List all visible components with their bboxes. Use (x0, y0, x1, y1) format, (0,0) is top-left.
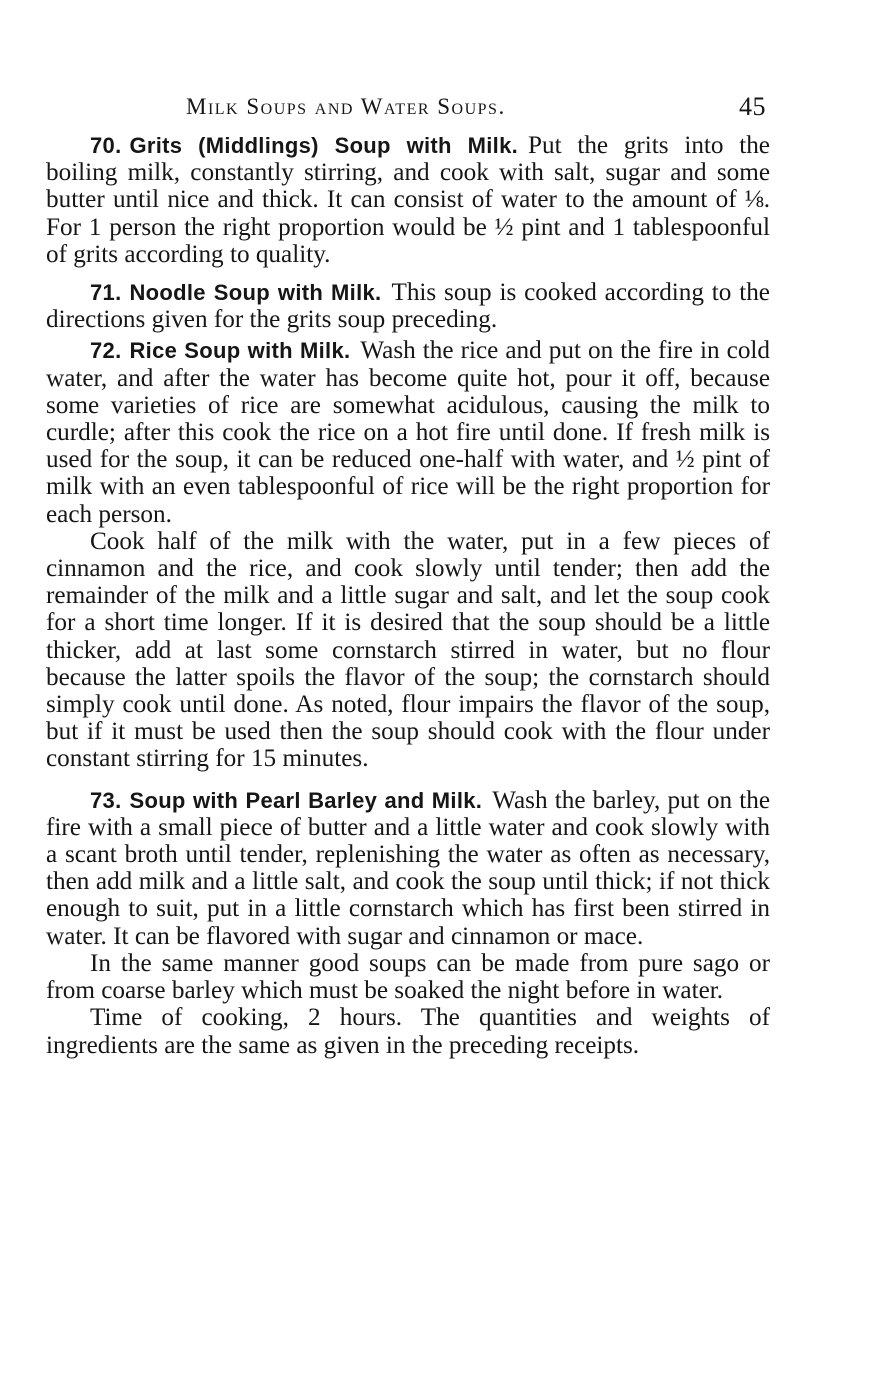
recipe-number: 72. (90, 338, 122, 364)
recipe-heading: Grits (Middlings) Soup with Milk. (129, 133, 519, 158)
recipe-text: Wash the rice and put on the fire in cold water, and after the water has become quite hot, pour it off, because some varieties of rice are somewhat acidulous, causing the milk to curdle; after this cook the rice on a hot fire until done. If fresh milk is used for the soup, it can be reduced one-half with water, and ½ pint of milk with an even tablespoonful of rice will be the right proportion for each person. (46, 337, 771, 528)
page-title: Milk Soups and Water Soups. (186, 94, 506, 119)
recipe-text: Put the grits into the boiling milk, constantly stirring, and cook with salt, sugar and some butter until nice and thick. It can consist of water to the amount of ⅛. For 1 person the right proportion would be ½ pint and 1 tablespoonful of grits according to quality. (46, 132, 770, 268)
recipe-70 (46, 132, 770, 268)
recipe-72 (46, 337, 770, 527)
running-head (46, 92, 770, 128)
recipe-paragraph: Cook half of the milk with the water, put in a few pieces of cinnamon and the rice, and cook slowly until tender; then add the remainder of the milk and a little sugar and salt, and let the soup cook for a short time longer. If it is desired that the soup should be a little thicker, add at last some cornstarch stirred in water, but no flour because the latter spoils the flavor of the soup; the cornstarch should simply cook until done. As noted, flour impairs the flavor of the soup, but if it must be used then the soup should cook with the flour under constant stirring for 15 minutes. (46, 527, 770, 773)
recipe-number: 73. (90, 787, 122, 813)
recipe-paragraph: In the same manner good soups can be made from pure sago or from coarse barley which must be soaked the night before in water. (46, 949, 770, 1005)
recipe-71 (46, 279, 770, 333)
book-page (46, 92, 770, 1059)
recipe-paragraph: Time of cooking, 2 hours. The quantities and weights of ingredients are the same as given in the preceding receipts. (46, 1004, 770, 1059)
recipe-text: This soup is cooked according to the directions given for the grits soup preceding. (46, 279, 770, 334)
recipe-heading: Noodle Soup with Milk. (129, 280, 382, 306)
page-body (46, 132, 770, 1059)
page-number: 45 (739, 92, 766, 121)
recipe-heading: Rice Soup with Milk. (129, 338, 351, 364)
recipe-text: Wash the barley, put on the fire with a small piece of butter and a little water and cook slowly with a scant broth until tender, replenishing the water as often as necessary, then add milk and a little salt, and cook the soup until thick; if not thick enough to suit, put in a little cornstarch which has first been stirred in water. It can be flavored with sugar and cinnamon or mace. (46, 786, 770, 950)
recipe-number: 70. (90, 133, 122, 158)
recipe-number: 71. (90, 280, 122, 306)
recipe-heading: Soup with Pearl Barley and Milk. (129, 787, 483, 813)
recipe-73 (46, 787, 770, 950)
